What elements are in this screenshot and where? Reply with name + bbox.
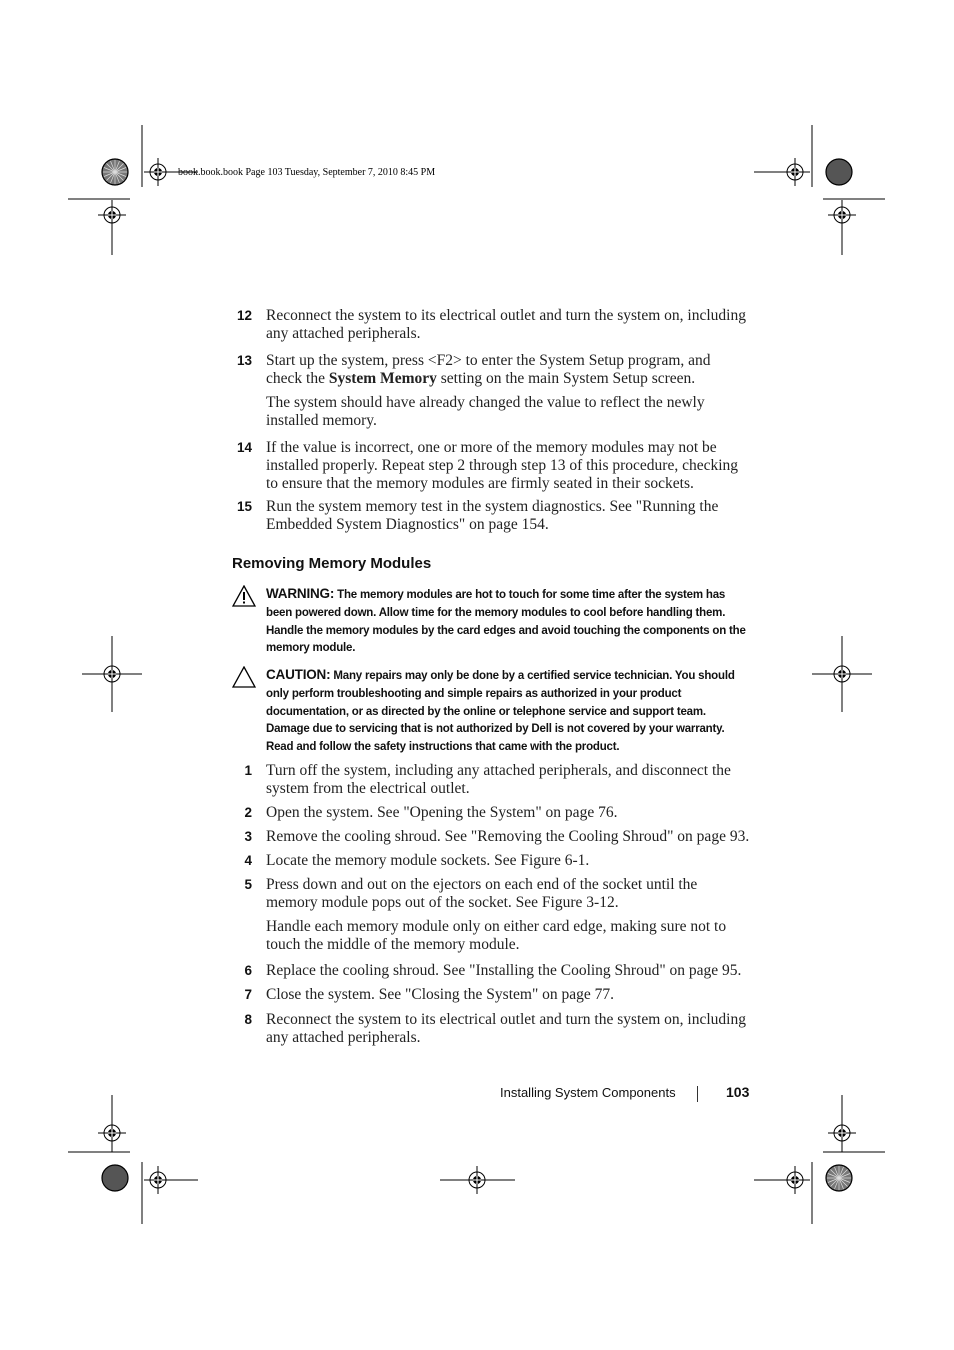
step-number: 15: [236, 499, 252, 514]
caution-body: Many repairs may only be done by a certified service technician. You should only perform troubleshooting and simple repairs as authorized in your product documentation, or as directed by the online or telephone service and support team. Damage due to servicing that is not authorized by Dell is not covered by your warranty. Read and follow the safety instructions that came with the product.: [266, 670, 735, 754]
step-number: 8: [244, 1012, 252, 1027]
step-text: Turn off the system, including any attached peripherals, and disconnect the system from the electrical outlet.: [266, 762, 731, 797]
step-text: If the value is incorrect, one or more of the memory modules may not be installed properly. Repeat step 2 through step 13 of this procedure, checking to ensure that the memory modules are firmly seated in their sockets.: [266, 439, 739, 492]
warning-label: WARNING:: [266, 586, 335, 601]
step-number: 1: [244, 763, 252, 778]
step-text: [266, 352, 750, 388]
step-text-part: setting on the main System Setup screen.: [436, 370, 696, 387]
registration-mark-icon: [828, 660, 856, 688]
step-number: 6: [244, 963, 252, 978]
registration-mark-icon: [144, 1166, 172, 1194]
caution-triangle-icon: [232, 666, 256, 688]
registration-mark-icon: [781, 158, 809, 186]
footer-divider: [697, 1086, 698, 1102]
print-stamp: book.book.book Page 103 Tuesday, September 7, 2010 8:45 PM: [178, 167, 436, 178]
registration-mark-icon: [463, 1166, 491, 1194]
step-text-part: Start up the system, press <F2> to enter the System Setup program, and check the: [266, 352, 711, 387]
step-number: 4: [244, 853, 252, 868]
step-note: The system should have already changed the value to reflect the newly installed memory.: [266, 394, 705, 429]
color-target-icon: [826, 1165, 852, 1191]
registration-mark-icon: [144, 158, 172, 186]
step-text: Reconnect the system to its electrical outlet and turn the system on, including any attached peripherals.: [266, 307, 746, 342]
registration-mark-icon: [828, 201, 856, 229]
registration-mark-icon: [98, 201, 126, 229]
registration-mark-icon: [98, 660, 126, 688]
step-text: Run the system memory test in the system diagnostics. See "Running the Embedded System Diagnostics" on page 154.: [266, 498, 719, 533]
step-note: Handle each memory module only on either card edge, making sure not to touch the middle of the memory module.: [266, 918, 727, 953]
step-text: Close the system. See "Closing the System" on page 77.: [266, 986, 615, 1003]
caution-text: [266, 666, 750, 757]
footer-chapter-title: Installing System Components: [500, 1085, 676, 1100]
step-number: 12: [236, 308, 252, 323]
step-text: Press down and out on the ejectors on each end of the socket until the memory module pops out of the socket. See Figure 3-12.: [266, 876, 698, 911]
warning-triangle-icon: [232, 585, 256, 607]
step-text: Replace the cooling shroud. See "Installing the Cooling Shroud" on page 95.: [266, 962, 742, 979]
ui-term: System Memory: [328, 370, 437, 387]
registration-mark-icon: [828, 1119, 856, 1147]
step-text: Reconnect the system to its electrical outlet and turn the system on, including any attached peripherals.: [266, 1011, 746, 1046]
color-target-icon: [102, 1165, 128, 1191]
step-number: 14: [236, 440, 252, 455]
step-number: 5: [244, 877, 252, 892]
step-number: 13: [236, 353, 252, 368]
step-text: Remove the cooling shroud. See "Removing the Cooling Shroud" on page 93.: [266, 828, 750, 845]
page-number: 103: [726, 1084, 750, 1100]
color-target-icon: [102, 159, 128, 185]
section-heading: Removing Memory Modules: [232, 555, 432, 572]
caution-label: CAUTION:: [266, 667, 331, 682]
step-number: 3: [244, 829, 252, 844]
warning-text: [266, 585, 750, 658]
registration-mark-icon: [781, 1166, 809, 1194]
step-number: 7: [244, 987, 252, 1002]
color-target-icon: [826, 159, 852, 185]
step-text: Open the system. See "Opening the System" on page 76.: [266, 804, 618, 821]
step-number: 2: [244, 805, 252, 820]
registration-mark-icon: [98, 1119, 126, 1147]
step-text: Locate the memory module sockets. See Figure 6-1.: [266, 852, 590, 869]
warning-body: The memory modules are hot to touch for some time after the system has been powered down. Allow time for the memory modules to cool before handling them. Handle the memory modules by the card edges and avoid touching the components on the memory module.: [266, 589, 746, 655]
